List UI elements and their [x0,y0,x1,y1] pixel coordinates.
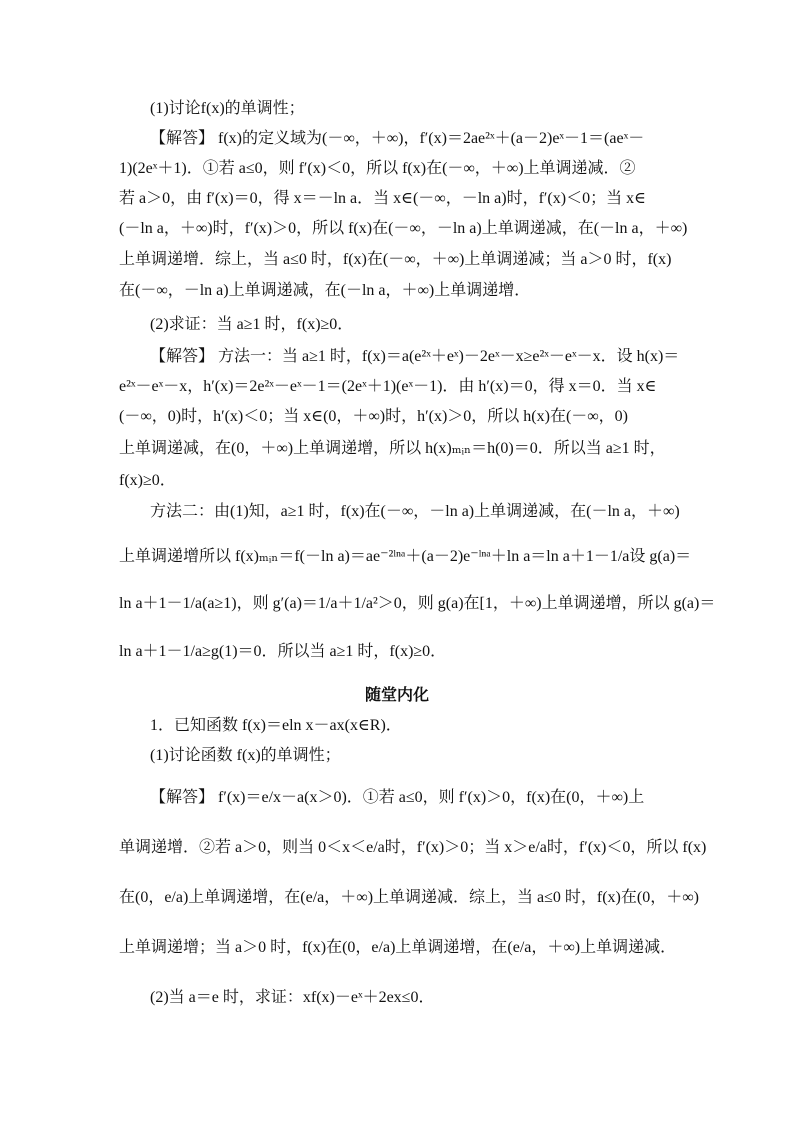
answer-line: 若 a＞0，由 f′(x)＝0，得 x＝－ln a．当 x∈(－∞，－ln a)时，f′(x)＜0；当 x∈ [119,190,646,207]
method-two-line: 上单调递增所以 f(x)ₘᵢₙ＝f(－ln a)＝ae⁻²ˡⁿᵃ＋(a－2)e⁻ˡⁿᵃ＋ln a＝ln a＋1－1/a设 g(a)＝ [119,548,692,565]
answer-line: 在(0，e/a)上单调递增，在(e/a，＋∞)上单调递减．综上，当 a≤0 时，f(x)在(0，＋∞) [119,889,699,906]
answer-line: f(x)≥0． [119,472,176,489]
answer-line: (－∞，0)时，h′(x)＜0；当 x∈(0，＋∞)时，h′(x)＞0，所以 h(x)在(－∞，0) [119,408,629,425]
answer-line: 在(－∞，－ln a)上单调递减，在(－ln a，＋∞)上单调递增． [119,282,531,299]
exercise-1-part-2: (2)当 a＝e 时，求证：xf(x)－eˣ＋2ex≤0． [150,989,435,1006]
answer-line: 单调递增．②若 a＞0，则当 0＜x＜e/a时，f′(x)＞0；当 x＞e/a时，f′(x)＜0，所以 f(x) [119,839,707,856]
answer-line: 【解答】 方法一：当 a≥1 时，f(x)＝a(e²ˣ＋eˣ)－2eˣ－x≥e²ˣ－eˣ－x．设 h(x)＝ [150,348,680,365]
question-part-1: (1)讨论f(x)的单调性； [150,100,305,117]
answer-line: 【解答】 f(x)的定义域为(－∞，＋∞)，f′(x)＝2ae²ˣ＋(a－2)eˣ－1＝(aeˣ－ [150,130,645,147]
exercise-1: 1．已知函数 f(x)＝eln x－ax(x∈R)． [150,717,402,734]
question-part-2: (2)求证：当 a≥1 时，f(x)≥0． [150,316,354,333]
answer-line: 上单调递减，在(0，＋∞)上单调递增，所以 h(x)ₘᵢₙ＝h(0)＝0．所以当 a≥1 时， [119,440,666,457]
answer-line: 上单调递增；当 a＞0 时，f(x)在(0，e/a)上单调递增，在(e/a，＋∞)上单调递减． [119,939,677,956]
exercise-1-part-1: (1)讨论函数 f(x)的单调性； [150,747,341,764]
answer-line: 1)(2eˣ＋1)．①若 a≤0，则 f′(x)＜0，所以 f(x)在(－∞，＋∞)上单调递减．② [119,160,636,177]
method-two-line: 方法二：由(1)知，a≥1 时，f(x)在(－∞，－ln a)上单调递减，在(－ln a，＋∞) [150,503,680,520]
answer-line: 【解答】 f′(x)＝e/x－a(x＞0)．①若 a≤0，则 f′(x)＞0，f(x)在(0，＋∞)上 [150,789,645,806]
section-heading: 随堂内化 [364,687,429,704]
answer-line: 上单调递增．综上，当 a≤0 时，f(x)在(－∞，＋∞)上单调递减；当 a＞0 时，f(x) [119,251,672,268]
method-two-line: ln a＋1－1/a(a≥1)，则 g′(a)＝1/a＋1/a²＞0，则 g(a)在[1，＋∞)上单调递增，所以 g(a)＝ [119,595,716,612]
answer-line: (－ln a，＋∞)时，f′(x)＞0，所以 f(x)在(－∞，－ln a)上单调递减，在(－ln a，＋∞) [119,220,688,237]
answer-line: e²ˣ－eˣ－x，h′(x)＝2e²ˣ－eˣ－1＝(2eˣ＋1)(eˣ－1)．由 h′(x)＝0，得 x＝0．当 x∈ [119,378,657,395]
method-two-line: ln a＋1－1/a≥g(1)＝0．所以当 a≥1 时，f(x)≥0． [119,643,447,660]
